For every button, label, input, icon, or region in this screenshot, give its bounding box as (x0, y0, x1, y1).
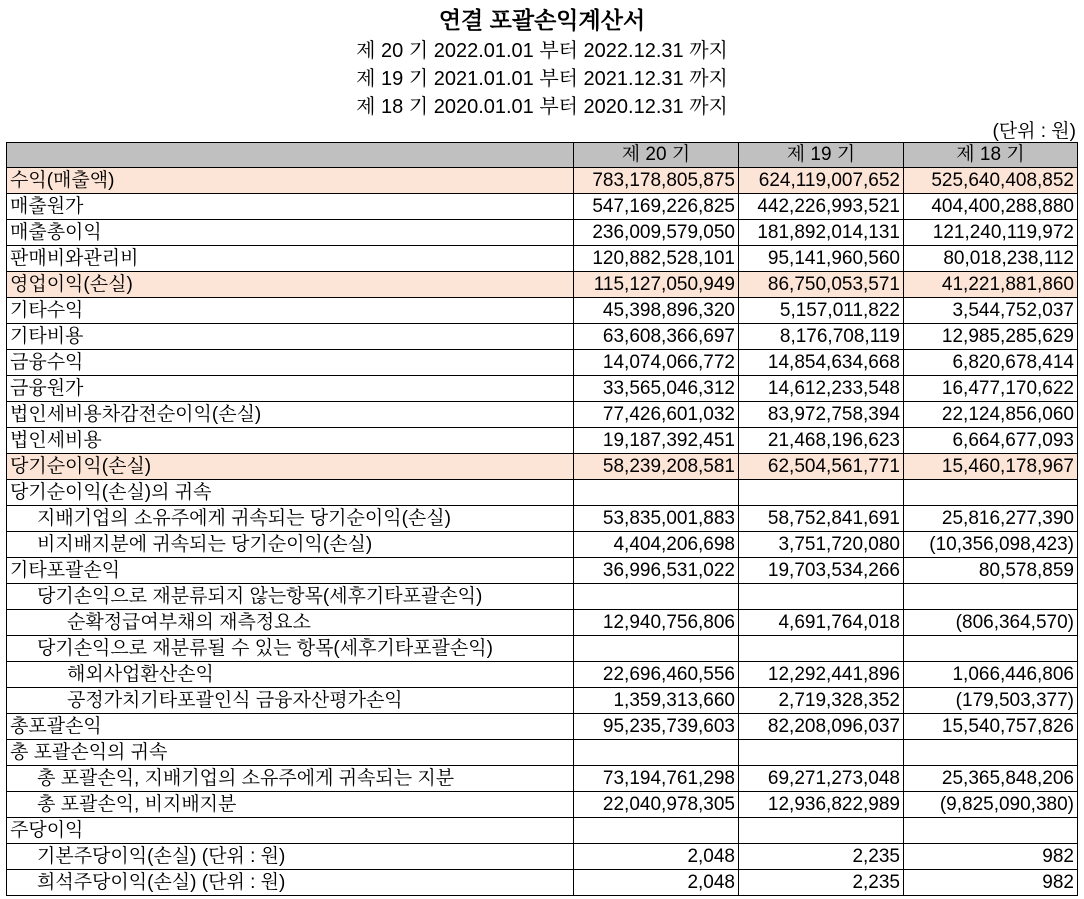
value-cell: 83,972,758,394 (739, 402, 904, 428)
value-cell: 1,066,446,806 (904, 662, 1078, 688)
row-label: 기본주당이익(손실) (단위 : 원) (7, 844, 574, 870)
row-label: 당기손익으로 재분류되지 않는항목(세후기타포괄손익) (7, 584, 574, 610)
value-cell: 45,398,896,320 (574, 298, 739, 324)
table-row (7, 792, 1078, 818)
row-label: 지배기업의 소유주에게 귀속되는 당기순이익(손실) (7, 506, 574, 532)
value-cell: (10,356,098,423) (904, 532, 1078, 558)
table-row (7, 506, 1078, 532)
table-row (7, 298, 1078, 324)
row-label: 법인세비용 (7, 428, 574, 454)
value-cell: 22,696,460,556 (574, 662, 739, 688)
table-row (7, 454, 1078, 480)
value-cell (574, 584, 739, 610)
row-label: 총포괄손익 (7, 714, 574, 740)
row-label: 희석주당이익(손실) (단위 : 원) (7, 870, 574, 896)
value-cell: 95,235,739,603 (574, 714, 739, 740)
row-label: 총 포괄손익, 지배기업의 소유주에게 귀속되는 지분 (7, 766, 574, 792)
value-cell: 58,752,841,691 (739, 506, 904, 532)
value-cell: 41,221,881,860 (904, 272, 1078, 298)
value-cell: 181,892,014,131 (739, 220, 904, 246)
value-cell: 404,400,288,880 (904, 194, 1078, 220)
value-cell: (179,503,377) (904, 688, 1078, 714)
period-line-20: 제 20 기 2022.01.01 부터 2022.12.31 까지 (356, 40, 728, 62)
table-row (7, 220, 1078, 246)
value-cell: 19,703,534,266 (739, 558, 904, 584)
unit-label: (단위 : 원) (992, 121, 1076, 142)
table-row (7, 636, 1078, 662)
table-row (7, 428, 1078, 454)
value-cell: 69,271,273,048 (739, 766, 904, 792)
value-cell (904, 480, 1078, 506)
value-cell: 783,178,805,875 (574, 168, 739, 194)
table-row (7, 272, 1078, 298)
value-cell: 25,365,848,206 (904, 766, 1078, 792)
value-cell: 62,504,561,771 (739, 454, 904, 480)
value-cell: 63,608,366,697 (574, 324, 739, 350)
value-cell: 19,187,392,451 (574, 428, 739, 454)
value-cell (739, 584, 904, 610)
value-cell: 2,235 (739, 870, 904, 896)
value-cell: 82,208,096,037 (739, 714, 904, 740)
row-label: 공정가치기타포괄인식 금융자산평가손익 (7, 688, 574, 714)
value-cell (574, 740, 739, 766)
value-cell: 21,468,196,623 (739, 428, 904, 454)
table-row (7, 688, 1078, 714)
value-cell (904, 584, 1078, 610)
value-cell: 2,048 (574, 844, 739, 870)
value-cell: 14,612,233,548 (739, 376, 904, 402)
value-cell: 22,040,978,305 (574, 792, 739, 818)
value-cell: 86,750,053,571 (739, 272, 904, 298)
value-cell: 8,176,708,119 (739, 324, 904, 350)
value-cell: 16,477,170,622 (904, 376, 1078, 402)
value-cell (574, 818, 739, 844)
row-label: 법인세비용차감전순이익(손실) (7, 402, 574, 428)
value-cell: 121,240,119,972 (904, 220, 1078, 246)
value-cell: 2,235 (739, 844, 904, 870)
value-cell: 53,835,001,883 (574, 506, 739, 532)
row-label: 기타비용 (7, 324, 574, 350)
value-cell: 6,820,678,414 (904, 350, 1078, 376)
table-row (7, 844, 1078, 870)
value-cell: 22,124,856,060 (904, 402, 1078, 428)
value-cell (739, 636, 904, 662)
value-cell: (9,825,090,380) (904, 792, 1078, 818)
row-label: 당기순이익(손실)의 귀속 (7, 480, 574, 506)
row-label: 매출원가 (7, 194, 574, 220)
value-cell: 2,719,328,352 (739, 688, 904, 714)
table-row (7, 402, 1078, 428)
value-cell: 12,936,822,989 (739, 792, 904, 818)
row-label: 영업이익(손실) (7, 272, 574, 298)
header-label (7, 143, 574, 168)
income-statement-table (6, 142, 1078, 896)
row-label: 주당이익 (7, 818, 574, 844)
row-label: 순확정급여부채의 재측정요소 (7, 610, 574, 636)
value-cell: 95,141,960,560 (739, 246, 904, 272)
row-label: 금융수익 (7, 350, 574, 376)
header-period-20: 제 20 기 (574, 143, 739, 168)
value-cell: 525,640,408,852 (904, 168, 1078, 194)
header-period-19: 제 19 기 (739, 143, 904, 168)
value-cell: 4,404,206,698 (574, 532, 739, 558)
value-cell: 2,048 (574, 870, 739, 896)
row-label: 매출총이익 (7, 220, 574, 246)
value-cell: 12,292,441,896 (739, 662, 904, 688)
value-cell: 3,544,752,037 (904, 298, 1078, 324)
row-label: 해외사업환산손익 (7, 662, 574, 688)
table-row (7, 662, 1078, 688)
value-cell: 80,578,859 (904, 558, 1078, 584)
table-row (7, 714, 1078, 740)
table-row (7, 246, 1078, 272)
row-label: 총 포괄손익, 비지배지분 (7, 792, 574, 818)
value-cell: 33,565,046,312 (574, 376, 739, 402)
statement-title: 연결 포괄손익계산서 (438, 7, 646, 33)
table-row (7, 194, 1078, 220)
value-cell: 547,169,226,825 (574, 194, 739, 220)
value-cell: 15,540,757,826 (904, 714, 1078, 740)
header-period-18: 제 18 기 (904, 143, 1078, 168)
table-row (7, 740, 1078, 766)
value-cell: 80,018,238,112 (904, 246, 1078, 272)
value-cell: 25,816,277,390 (904, 506, 1078, 532)
value-cell: 982 (904, 870, 1078, 896)
value-cell: 5,157,011,822 (739, 298, 904, 324)
period-line-19: 제 19 기 2021.01.01 부터 2021.12.31 까지 (356, 68, 728, 90)
value-cell (739, 818, 904, 844)
value-cell: (806,364,570) (904, 610, 1078, 636)
value-cell: 14,074,066,772 (574, 350, 739, 376)
row-label: 당기순이익(손실) (7, 454, 574, 480)
value-cell: 442,226,993,521 (739, 194, 904, 220)
table-row (7, 870, 1078, 896)
value-cell: 982 (904, 844, 1078, 870)
value-cell (739, 480, 904, 506)
value-cell: 36,996,531,022 (574, 558, 739, 584)
table-row (7, 324, 1078, 350)
period-line-18: 제 18 기 2020.01.01 부터 2020.12.31 까지 (356, 96, 728, 118)
table-row (7, 532, 1078, 558)
value-cell: 236,009,579,050 (574, 220, 739, 246)
value-cell: 3,751,720,080 (739, 532, 904, 558)
value-cell (574, 636, 739, 662)
value-cell: 4,691,764,018 (739, 610, 904, 636)
value-cell: 120,882,528,101 (574, 246, 739, 272)
value-cell: 115,127,050,949 (574, 272, 739, 298)
value-cell (904, 636, 1078, 662)
table-row (7, 584, 1078, 610)
table-row (7, 818, 1078, 844)
value-cell (574, 480, 739, 506)
table-row (7, 376, 1078, 402)
value-cell (904, 818, 1078, 844)
table-row (7, 350, 1078, 376)
value-cell (739, 740, 904, 766)
value-cell (904, 740, 1078, 766)
row-label: 판매비와관리비 (7, 246, 574, 272)
value-cell: 624,119,007,652 (739, 168, 904, 194)
row-label: 총 포괄손익의 귀속 (7, 740, 574, 766)
row-label: 금융원가 (7, 376, 574, 402)
value-cell: 58,239,208,581 (574, 454, 739, 480)
value-cell: 12,985,285,629 (904, 324, 1078, 350)
value-cell: 1,359,313,660 (574, 688, 739, 714)
value-cell: 6,664,677,093 (904, 428, 1078, 454)
row-label: 당기손익으로 재분류될 수 있는 항목(세후기타포괄손익) (7, 636, 574, 662)
table-row (7, 168, 1078, 194)
table-row (7, 610, 1078, 636)
value-cell: 77,426,601,032 (574, 402, 739, 428)
value-cell: 12,940,756,806 (574, 610, 739, 636)
header-row (7, 143, 1078, 168)
table-row (7, 766, 1078, 792)
value-cell: 14,854,634,668 (739, 350, 904, 376)
value-cell: 15,460,178,967 (904, 454, 1078, 480)
row-label: 기타수익 (7, 298, 574, 324)
row-label: 수익(매출액) (7, 168, 574, 194)
row-label: 기타포괄손익 (7, 558, 574, 584)
table-row (7, 480, 1078, 506)
table-row (7, 558, 1078, 584)
row-label: 비지배지분에 귀속되는 당기순이익(손실) (7, 532, 574, 558)
value-cell: 73,194,761,298 (574, 766, 739, 792)
